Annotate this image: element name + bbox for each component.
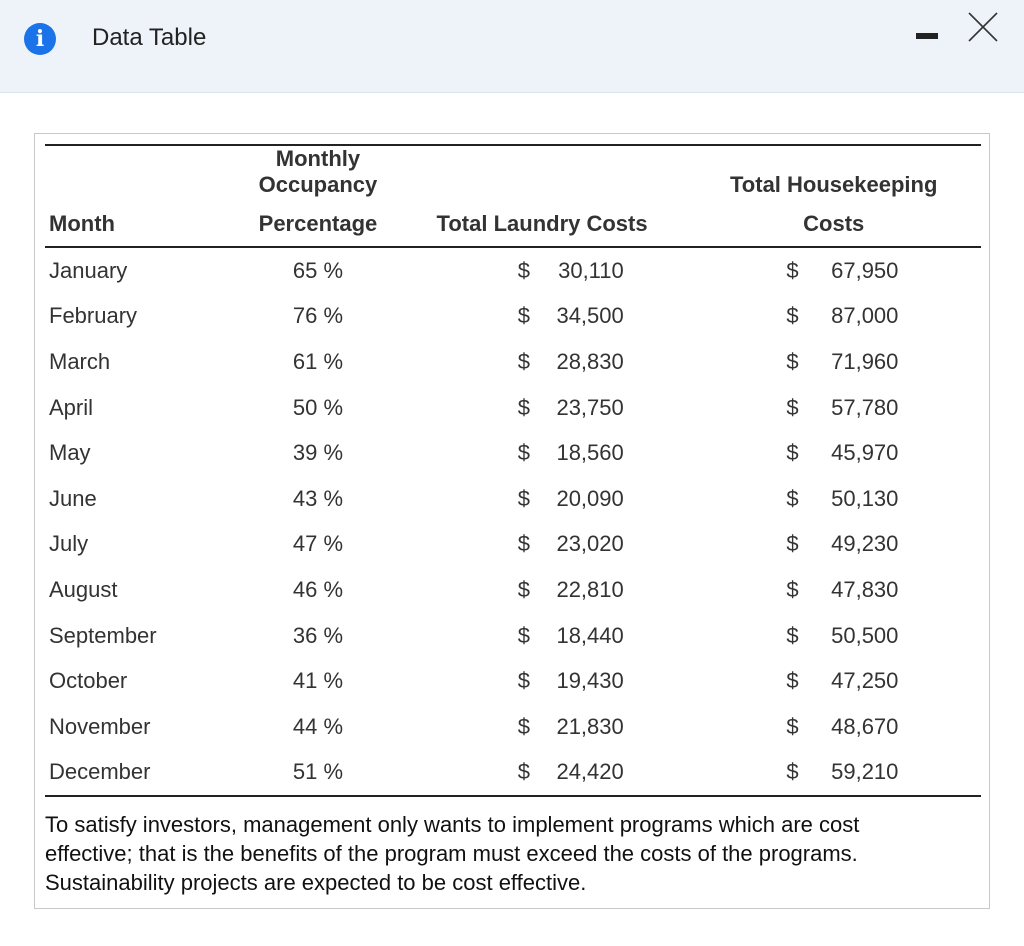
header-housekeeping: Costs bbox=[686, 202, 981, 247]
cell-occupancy: 51 % bbox=[238, 750, 398, 797]
cell-occupancy: 41 % bbox=[292, 668, 344, 694]
cell-occupancy: 39 % bbox=[292, 440, 344, 466]
cell-housekeeping bbox=[686, 522, 981, 568]
currency-symbol: $ bbox=[517, 257, 530, 283]
housekeeping-amount: 59,210 bbox=[831, 759, 899, 785]
cell-laundry bbox=[398, 658, 687, 704]
laundry-amount: 21,830 bbox=[556, 713, 624, 739]
note-text: To satisfy investors, management only wants to implement programs which are cost effective; that is the benefits of the program must exceed the costs of the programs. Sustainability projects are expected to be cost effective. bbox=[45, 812, 860, 895]
table-row bbox=[45, 613, 981, 659]
currency-symbol: $ bbox=[786, 713, 799, 739]
laundry-amount: 18,440 bbox=[556, 622, 624, 648]
laundry-amount: 18,560 bbox=[556, 440, 624, 466]
header-housekeeping-line1: Total Housekeeping bbox=[686, 145, 981, 202]
cell-month: March bbox=[49, 348, 111, 374]
cell-month: October bbox=[49, 668, 128, 694]
cell-laundry bbox=[398, 522, 687, 568]
laundry-amount: 30,110 bbox=[558, 257, 624, 283]
currency-symbol: $ bbox=[786, 394, 799, 420]
cell-housekeeping bbox=[686, 613, 981, 659]
housekeeping-amount: 49,230 bbox=[831, 531, 899, 557]
cell-occupancy: 46 % bbox=[292, 576, 344, 602]
cell-laundry bbox=[398, 476, 687, 522]
cell-occupancy: 76 % bbox=[292, 303, 344, 329]
currency-symbol: $ bbox=[786, 440, 799, 466]
housekeeping-amount: 47,250 bbox=[831, 668, 899, 694]
header-row-2 bbox=[45, 202, 981, 247]
cell-month: November bbox=[49, 713, 151, 739]
laundry-amount: 19,430 bbox=[556, 668, 624, 694]
housekeeping-amount: 57,780 bbox=[831, 394, 899, 420]
currency-symbol: $ bbox=[786, 303, 799, 329]
header-month: Month bbox=[45, 202, 238, 247]
table-row bbox=[45, 522, 981, 568]
cell-housekeeping bbox=[686, 750, 981, 797]
housekeeping-amount: 45,970 bbox=[831, 440, 899, 466]
cell-month: July bbox=[49, 531, 89, 557]
minimize-button[interactable] bbox=[912, 24, 942, 54]
cell-housekeeping bbox=[686, 476, 981, 522]
cell-housekeeping bbox=[686, 385, 981, 431]
cell-housekeeping bbox=[686, 567, 981, 613]
currency-symbol: $ bbox=[517, 394, 530, 420]
laundry-amount: 23,750 bbox=[556, 394, 624, 420]
table-row bbox=[45, 567, 981, 613]
table-row bbox=[45, 247, 981, 294]
cell-month: May bbox=[49, 440, 91, 466]
cell-occupancy: 43 % bbox=[292, 485, 344, 511]
housekeeping-amount: 50,500 bbox=[831, 622, 899, 648]
header-laundry-line1 bbox=[398, 145, 687, 202]
cell-laundry bbox=[398, 613, 687, 659]
cell-laundry bbox=[398, 430, 687, 476]
table-row bbox=[45, 294, 981, 340]
cell-housekeeping bbox=[686, 247, 981, 294]
housekeeping-amount: 67,950 bbox=[831, 257, 899, 283]
currency-symbol: $ bbox=[517, 440, 530, 466]
minimize-icon bbox=[916, 33, 938, 39]
laundry-amount: 28,830 bbox=[556, 348, 624, 374]
cell-housekeeping bbox=[686, 658, 981, 704]
currency-symbol: $ bbox=[517, 348, 530, 374]
cell-housekeeping bbox=[686, 430, 981, 476]
housekeeping-amount: 50,130 bbox=[831, 485, 899, 511]
currency-symbol: $ bbox=[517, 713, 530, 739]
currency-symbol: $ bbox=[517, 759, 530, 785]
close-icon bbox=[966, 10, 1000, 44]
cell-laundry bbox=[398, 750, 687, 797]
currency-symbol: $ bbox=[517, 303, 530, 329]
cell-month: June bbox=[49, 485, 97, 511]
housekeeping-amount: 47,830 bbox=[831, 576, 899, 602]
currency-symbol: $ bbox=[786, 759, 799, 785]
data-panel bbox=[34, 133, 990, 909]
header-occupancy: Percentage bbox=[238, 202, 398, 247]
currency-symbol: $ bbox=[786, 576, 799, 602]
cell-occupancy: 50 % bbox=[292, 394, 344, 420]
header-laundry: Total Laundry Costs bbox=[398, 202, 687, 247]
dialog-titlebar bbox=[0, 0, 1024, 93]
laundry-amount: 22,810 bbox=[556, 576, 624, 602]
cell-laundry bbox=[398, 294, 687, 340]
cell-housekeeping bbox=[686, 704, 981, 750]
table-row bbox=[45, 476, 981, 522]
currency-symbol: $ bbox=[786, 622, 799, 648]
cell-month: April bbox=[49, 394, 94, 420]
table-row bbox=[45, 658, 981, 704]
laundry-amount: 34,500 bbox=[556, 303, 624, 329]
cell-occupancy: 44 % bbox=[292, 713, 344, 739]
cell-month: February bbox=[49, 303, 138, 329]
currency-symbol: $ bbox=[786, 668, 799, 694]
currency-symbol: $ bbox=[517, 668, 530, 694]
cell-laundry bbox=[398, 339, 687, 385]
data-table bbox=[45, 144, 981, 797]
currency-symbol: $ bbox=[786, 257, 799, 283]
currency-symbol: $ bbox=[786, 348, 799, 374]
cell-month: September bbox=[49, 622, 157, 648]
currency-symbol: $ bbox=[517, 531, 530, 557]
table-row bbox=[45, 704, 981, 750]
laundry-amount: 20,090 bbox=[556, 485, 624, 511]
housekeeping-amount: 71,960 bbox=[831, 348, 899, 374]
cell-laundry bbox=[398, 567, 687, 613]
table-body bbox=[45, 247, 981, 796]
housekeeping-amount: 87,000 bbox=[831, 303, 899, 329]
table-row bbox=[45, 430, 981, 476]
cell-month: January bbox=[49, 257, 128, 283]
cell-housekeeping bbox=[686, 339, 981, 385]
laundry-amount: 23,020 bbox=[556, 531, 624, 557]
cell-month: August bbox=[49, 576, 118, 602]
cell-laundry bbox=[398, 247, 687, 294]
currency-symbol: $ bbox=[517, 622, 530, 648]
currency-symbol: $ bbox=[786, 485, 799, 511]
currency-symbol: $ bbox=[517, 485, 530, 511]
header-occupancy-line1: Monthly Occupancy bbox=[238, 145, 398, 202]
cell-month: December bbox=[45, 750, 238, 797]
table-row bbox=[45, 750, 981, 797]
close-button[interactable] bbox=[966, 10, 1000, 44]
dialog-title: Data Table bbox=[92, 24, 207, 51]
housekeeping-amount: 48,670 bbox=[831, 713, 899, 739]
cell-laundry bbox=[398, 704, 687, 750]
table-row bbox=[45, 385, 981, 431]
cell-occupancy: 65 % bbox=[292, 257, 344, 283]
cell-laundry bbox=[398, 385, 687, 431]
header-row-1 bbox=[45, 145, 981, 202]
currency-symbol: $ bbox=[786, 531, 799, 557]
currency-symbol: $ bbox=[517, 576, 530, 602]
cell-occupancy: 47 % bbox=[292, 531, 344, 557]
cell-housekeeping bbox=[686, 294, 981, 340]
cell-occupancy: 61 % bbox=[292, 348, 344, 374]
info-icon: i bbox=[24, 23, 56, 55]
header-month-line1 bbox=[45, 145, 238, 202]
laundry-amount: 24,420 bbox=[556, 759, 624, 785]
table-row bbox=[45, 339, 981, 385]
cell-occupancy: 36 % bbox=[292, 622, 344, 648]
